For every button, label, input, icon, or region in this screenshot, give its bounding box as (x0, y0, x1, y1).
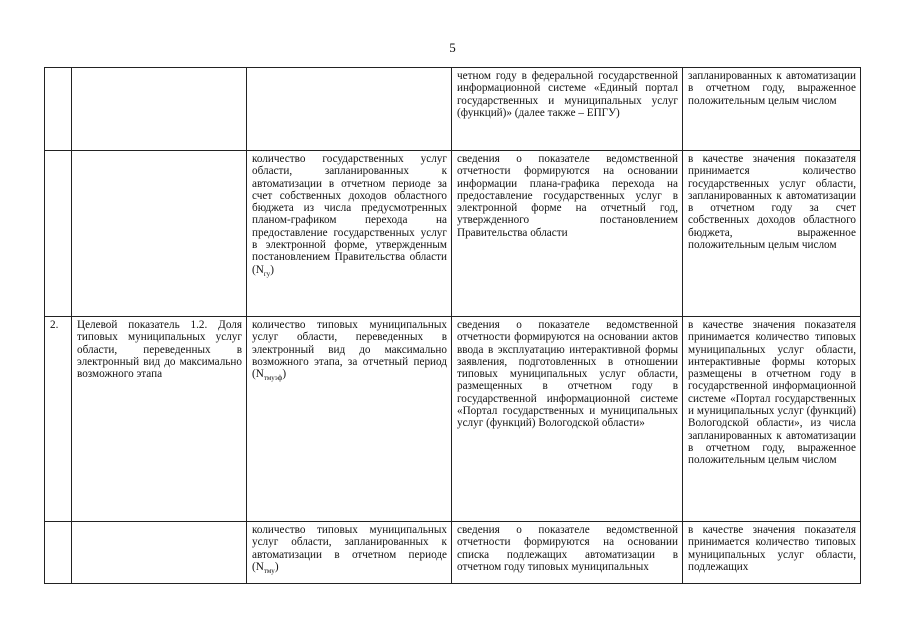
calculation-method-cell: в качестве значения показателя принимается количество государственных услуг области, запланированных к автоматизации в отчетном году за счет собственных доходов областного бюджета, выраженное положительным целым числом (683, 151, 861, 317)
row-number-cell (45, 68, 72, 151)
calculation-method-text: в качестве значения показателя принимается количество типовых муниципальных услуг области, подлежащих (688, 524, 856, 573)
table-row (45, 151, 861, 317)
row-number-cell (45, 522, 72, 584)
symbol-close-paren: ) (282, 368, 287, 381)
symbol-close-paren: ) (270, 263, 274, 276)
symbol-close-paren: ) (274, 560, 279, 573)
table-row (45, 522, 861, 584)
indicator-cell (72, 522, 247, 584)
calculation-method-cell: запланированных к автоматизации в отчетном году, выраженное положительным целым числом (683, 68, 861, 151)
indicator-name-cell (247, 151, 452, 317)
indicator-name-text: количество типовых муниципальных услуг области, переведенных в электронный вид до максимально возможного этапа, за отчетный период (N (252, 319, 447, 381)
calculation-method-cell: в качестве значения показателя принимается количество типовых муниципальных услуг области, интерактивные формы которых размещены в отчетном году в государственной информационной системе «Портал государственных и муниципальных услуг (функций) Вологодской области», из числа запланированных к автоматизации в отчетном году, выраженное положительным целым числом (683, 317, 861, 522)
indicator-name-cell (247, 317, 452, 522)
table-row (45, 317, 861, 522)
indicator-cell: Целевой показатель 1.2. Доля типовых муниципальных услуг области, переведенных в электронный вид до максимально возможного этапа (72, 317, 247, 522)
symbol-subscript: гу (263, 269, 271, 278)
calculation-method-cell (683, 522, 861, 584)
page-number: 5 (449, 40, 456, 55)
row-number-cell: 2. (45, 317, 72, 522)
indicators-table (44, 67, 861, 584)
data-source-text: сведения о показателе ведомственной отчетности формируются на основании списка подлежащих автоматизации в отчетном году типовых муниципальных (457, 524, 678, 573)
indicator-name-text: количество государственных услуг области, запланированных к автоматизации в отчетном периоде за счет собственных доходов областного бюджета из числа предусмотренных планом-графиком перехода на предоставление государственных услуг в электронной форме, утвержденным постановлением Правительства области (N (252, 153, 447, 276)
data-source-cell: четном году в федеральной государственной информационной системе «Единый портал государственных и муниципальных услуг (функций)» (далее также – ЕПГУ) (452, 68, 683, 151)
indicator-cell (72, 151, 247, 317)
symbol-subscript: тмуэф (263, 374, 283, 383)
data-source-cell: сведения о показателе ведомственной отчетности формируются на основании информации плана-графика перехода на предоставление государственных услуг в электронной форме на отчетный год, утвержденного постановлением Правительства области (452, 151, 683, 317)
indicator-cell (72, 68, 247, 151)
data-source-cell (452, 522, 683, 584)
indicator-name-cell (247, 68, 452, 151)
indicator-name-text: количество типовых муниципальных услуг области, запланированных к автоматизации в отчетном периоде (N (252, 524, 447, 573)
data-source-cell: сведения о показателе ведомственной отчетности формируются на основании актов ввода в эксплуатацию интерактивной формы заявления, подготовленных в отношении типовых муниципальных услуг области, размещенных в отчетном году в государственной информационной системе «Портал государственных и муниципальных услуг (функций) Вологодской области» (452, 317, 683, 522)
symbol-subscript: тму (263, 567, 275, 576)
table-row (45, 68, 861, 151)
row-number-cell (45, 151, 72, 317)
indicator-name-cell (247, 522, 452, 584)
